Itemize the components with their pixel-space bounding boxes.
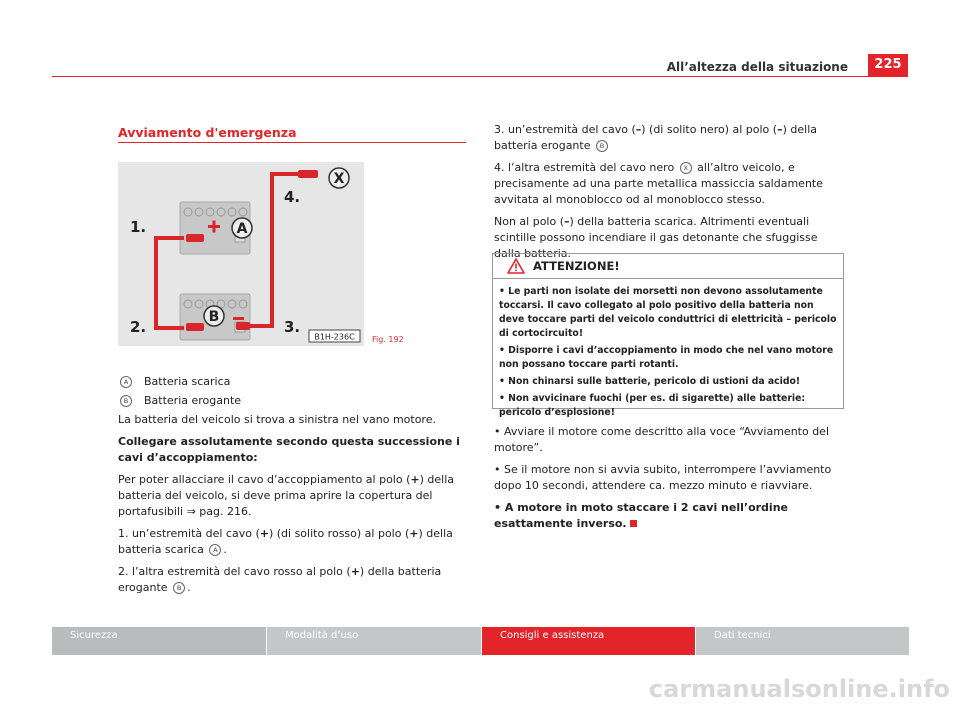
warning-body: [493, 279, 843, 420]
end-mark-icon: [630, 520, 637, 527]
bullet-1: • Avviare il motore come descritto alla voce “Avviamento del motore”.: [494, 425, 830, 454]
left-paragraph-1: La batteria del veicolo si trova a sinistra nel vano motore.: [118, 413, 436, 426]
warning-box: [492, 253, 844, 418]
figure-code: B1H-236C: [314, 332, 355, 342]
label-a: A: [236, 221, 248, 237]
label-step-4: 4.: [284, 188, 301, 206]
warning-title: ATTENZIONE!: [533, 259, 620, 273]
label-step-1: 1.: [130, 218, 147, 236]
warning-item-2: • Disporre i cavi d’accoppiamento in modo che nel vano motore non possano toccare parti rotanti.: [499, 345, 834, 370]
section-rule: [118, 142, 466, 143]
jump-start-diagram: [118, 162, 364, 346]
bullet-2: • Se il motore non si avvia subito, interrompere l’avviamento dopo 10 secondi, attendere ca. mezzo minuto e riavviare.: [494, 463, 832, 492]
badge-b: B: [120, 395, 132, 407]
right-column-top: [494, 122, 846, 268]
left-column: [118, 374, 468, 602]
warning-item-4: • Non avvicinare fuochi (per es. di sigarette) alle batterie: pericolo d’esplosione!: [499, 393, 806, 418]
footer-tab-dati-tecnici[interactable]: Dati tecnici: [696, 627, 909, 655]
warning-header: [493, 254, 843, 279]
label-step-2: 2.: [130, 318, 147, 336]
section-title: Avviamento d'emergenza: [118, 125, 297, 140]
badge-a: A: [120, 376, 132, 388]
footer-tab-consigli[interactable]: Consigli e assistenza: [482, 627, 695, 655]
step-2: 2. l’altra estremità del cavo rosso al polo (+) della batteria erogante B .: [118, 565, 442, 594]
warning-item-1: • Le parti non isolate dei morsetti non devono assolutamente toccarsi. Il cavo collegato al polo positivo della batteria non deve toccare parti del veicolo conduttrici di elettricità – pericolo di cortocircuito!: [499, 286, 837, 339]
right-column-bottom: [494, 424, 846, 538]
step-4: 4. l’altra estremità del cavo nero X all’altro veicolo, e precisamente ad una parte metallica massiccia saldamente avvitata al monoblocco od al monoblocco stesso.: [494, 161, 824, 206]
badge-b-inline: B: [173, 582, 185, 594]
label-b: B: [208, 309, 220, 325]
step-1: 1. un’estremità del cavo (+) (di solito rosso) al polo (+) della batteria scarica A .: [118, 527, 453, 556]
footer-nav: [52, 627, 909, 655]
label-x: X: [333, 171, 345, 187]
badge-x: X: [680, 162, 692, 174]
left-instruction-heading: Collegare assolutamente secondo questa successione i cavi d’accoppiamento:: [118, 435, 460, 464]
watermark: carmanualsonline.info: [648, 675, 950, 703]
figure-reference: Fig. 192: [372, 335, 404, 344]
left-paragraph-3: Per poter allacciare il cavo d’accoppiamento al polo (+) della batteria del veicolo, si deve prima aprire la copertura del portafusibili ⇒ pag. 216.: [118, 473, 455, 518]
page-number: 225: [868, 54, 908, 76]
footer-tab-sicurezza[interactable]: Sicurezza: [52, 627, 266, 655]
right-paragraph-5: Non al polo (–) della batteria scarica. Altrimenti eventuali scintille possono incendiare il gas detonante che sfuggisse dalla batteria.: [494, 215, 818, 260]
step-3: 3. un’estremità del cavo (–) (di solito nero) al polo (–) della batteria erogante B: [494, 123, 817, 152]
legend-text-b: Batteria erogante: [144, 394, 242, 407]
footer-tab-modalita[interactable]: Modalità d’uso: [267, 627, 481, 655]
running-header-title: All’altezza della situazione: [666, 60, 848, 74]
legend-text-a: Batteria scarica: [144, 375, 231, 388]
warning-item-3: • Non chinarsi sulle batterie, pericolo di ustioni da acido!: [499, 376, 801, 387]
jump-start-figure: [118, 162, 364, 346]
bullet-3: • A motore in moto staccare i 2 cavi nell’ordine esattamente inverso.: [494, 501, 788, 530]
badge-b-step3: B: [596, 140, 608, 152]
warning-triangle-icon: [507, 258, 525, 274]
legend-item-a: [118, 374, 468, 390]
legend-item-b: [118, 393, 468, 409]
badge-a-inline: A: [209, 544, 221, 556]
label-step-3: 3.: [284, 318, 301, 336]
header-rule: [52, 76, 908, 77]
